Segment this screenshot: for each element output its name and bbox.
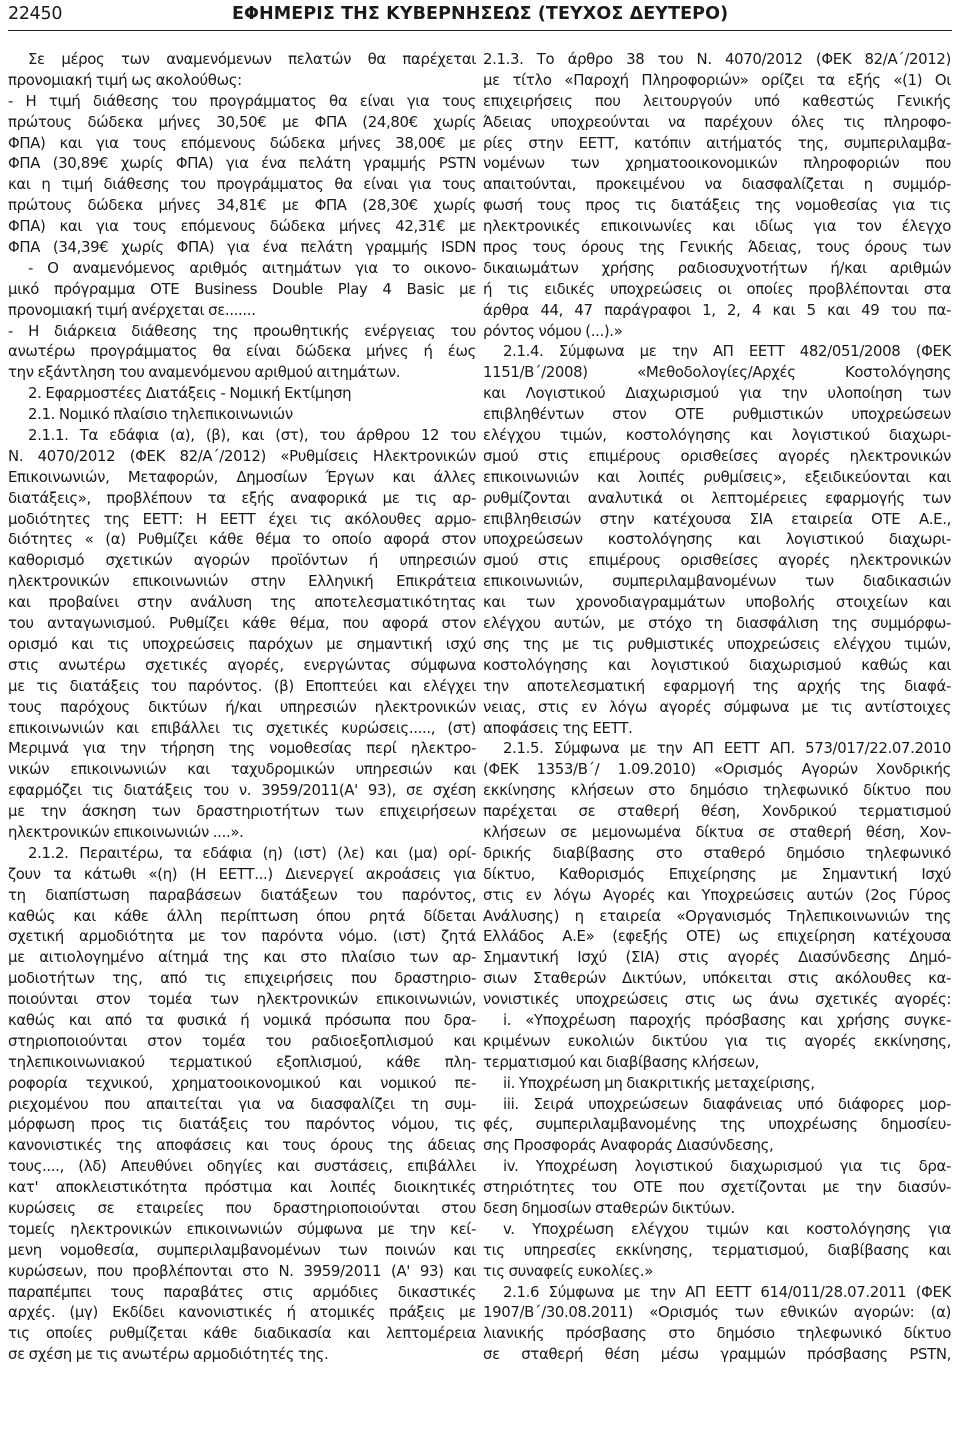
text-line: νομένων των χρηματοοικονομικών πληροφοριών που	[483, 154, 951, 173]
text-line: πρώτους δώδεκα μήνες 34,81€ με ΦΠΑ (28,30€ χωρίς	[8, 196, 476, 215]
text-line: πρώτους δώδεκα μήνες 30,50€ με ΦΠΑ (24,80€ χωρίς	[8, 112, 476, 131]
text-line: Ν. 4070/2012 (ΦΕΚ 82/Α΄/2012) «Ρυθμίσεις Ηλεκτρονικών	[8, 446, 476, 465]
text-line: διατάξεις», προβλέπουν τα εξής αναφορικά με τις αρ-	[8, 488, 476, 507]
text-line: εφαρμόζει τις διατάξεις του ν. 3959/2011(Α' 93), σε σχέση	[8, 781, 476, 800]
text-line: Μεριμνά για την τήρηση της νομοθεσίας περί ηλεκτρο-	[8, 739, 476, 758]
text-line: σμού στις επιμέρους ορισθείσες αγορές ηλεκτρονικών	[483, 551, 951, 570]
text-line: τις υπηρεσίες εκκίνησης, τερματισμού, διαβίβασης και	[483, 1240, 951, 1259]
text-line: Ελλάδος Α.Ε» (εφεξής ΟΤΕ) ως επιχείρηση κατέχουσα	[483, 927, 951, 946]
text-line: παραπέμπει τους παραβάτες στις αρμόδιες δικαστικές	[8, 1282, 476, 1301]
text-line: ορισμό και τις υποχρεώσεις παρόχων με σημαντική ισχύ	[8, 634, 476, 653]
text-line: προνομιακή τιμή ως ακολούθως:	[8, 70, 242, 89]
text-line: επικοινωνιών και επιβάλλει τις σχετικές κυρώσεις....., (στ)	[8, 718, 476, 737]
text-line: καθορισμό σχετικών αγορών προϊόντων ή υπηρεσιών	[8, 551, 476, 570]
text-line: απαιτούνται, προκειμένου να διασφαλίζεται η συμμόρ-	[483, 175, 951, 194]
text-line: τις συναφείς ευκολίες.»	[483, 1261, 654, 1280]
text-line: δικαιωμάτων χρήσης ραδιοσυχνοτήτων ή/και αριθμών	[483, 258, 951, 277]
text-line: στηριότητες του ΟΤΕ που σχετίζονται με την διασύν-	[483, 1178, 951, 1197]
text-line: - Η τιμή διάθεσης του προγράμματος θα είναι για τους	[8, 91, 476, 110]
text-line: σης της με τις ρυθμιστικές υποχρεώσεις ελέγχου τιμών,	[483, 634, 951, 653]
text-line: την αποτελεσματική εφαρμογή της αρχής της διαφά-	[483, 676, 951, 695]
text-line: επιβληθέντων στον ΟΤΕ ρυθμιστικών υποχρεώσεων	[483, 405, 951, 424]
text-line: ανωτέρω προγράμματος θα είναι δώδεκα μήνες ή έως	[8, 342, 476, 361]
text-line: στις ανωτέρω σχετικές αγορές, ενεργώντας σύμφωνα	[8, 655, 476, 674]
journal-title: ΕΦΗΜΕΡΙΣ ΤΗΣ ΚΥΒΕΡΝΗΣΕΩΣ (ΤΕΥΧΟΣ ΔΕΥΤΕΡΟ)	[232, 4, 729, 24]
text-line: και η τιμή διάθεσης του προγράμματος θα είναι για τους	[8, 175, 476, 194]
text-line: - Η διάρκεια διάθεσης της προωθητικής ενέργειας του	[8, 321, 476, 340]
text-line: 2.1.2. Περαιτέρω, τα εδάφια (η) (ιστ) (λε) και (μα) ορί-	[28, 843, 476, 862]
text-line: με την άσκηση των δραστηριοτήτων των επιχειρήσεων	[8, 802, 476, 821]
text-line: καθώς και κάθε άλλη περίπτωση όπου ρητά δίδεται	[8, 906, 476, 925]
text-line: v. Υποχρέωση ελέγχου τιμών και κοστολόγησης για	[503, 1219, 951, 1238]
text-line: του ανταγωνισμού. Ρυθμίζει κάθε θέμα, που αφορά στον	[8, 614, 476, 633]
text-line: σμού στις επιμέρους ορισθείσες αγορές ηλεκτρονικών	[483, 446, 951, 465]
text-line: και προβαίνει στην ανάλυση της αποτελεσματικότητας	[8, 593, 476, 612]
text-line: αποφάσεις της ΕΕΤΤ.	[483, 718, 633, 737]
text-line: μενη νομοθεσία, συμπεριλαμβανομένων των ποινών και	[8, 1240, 476, 1259]
text-line: φωσή τους προς τις διατάξεις της νομοθεσίας για τις	[483, 196, 951, 215]
text-line: νικών επικοινωνιών και ταχυδρομικών υπηρεσιών και	[8, 760, 476, 779]
text-line: iv. Υποχρέωση λογιστικού διαχωρισμού για τις δρα-	[503, 1157, 951, 1176]
right-column	[483, 49, 951, 1365]
text-line: την εξάντληση του αναμενόμενου αριθμού αιτημάτων.	[8, 363, 401, 382]
text-line: κυρώσεις σε εταιρείες που δραστηριοποιούνται στου	[8, 1198, 476, 1217]
text-line: υποχρεώσεων κοστολόγησης και λογιστικού διαχωρι-	[483, 530, 951, 549]
text-line: επιβληθεισών στην κατέχουσα ΣΙΑ εταιρεία ΟΤΕ Α.Ε.,	[483, 509, 951, 528]
text-line: κοστολόγησης και λογιστικού διαχωρισμού καθώς και	[483, 655, 951, 674]
text-line: ii. Υποχρέωση μη διακριτικής μεταχείρισης,	[503, 1073, 815, 1092]
text-line: τερματισμού και διαβίβασης κλήσεων,	[483, 1052, 759, 1071]
text-line: ροφορία τεχνικού, χρηματοοικονομικού και νομικού πε-	[8, 1073, 476, 1092]
text-line: ζουν τα κάτωθι «(η) (Η ΕΕΤΤ...) Διενεργεί ακροάσεις για	[8, 864, 476, 883]
text-line: ποιούνται στον τομέα των ηλεκτρονικών επικοινωνιών,	[8, 990, 476, 1009]
text-line: ρυθμίζονται αναλυτικά οι λεπτομέρειες εφαρμογής των	[483, 488, 951, 507]
text-line: Επικοινωνιών, Μεταφορών, Δημοσίων Έργων και άλλες	[8, 467, 476, 486]
text-line: ΦΠΑ) και για τους επόμενους δώδεκα μήνες 42,31€ με	[8, 217, 476, 236]
text-line: δρικής διαβίβασης στο σταθερό δημόσιο τηλεφωνικό	[483, 843, 951, 862]
text-line: εκκίνησης κλήσεων στο δημόσιο τηλεφωνικό δίκτυο που	[483, 781, 951, 800]
text-line: κριμένων ευκολιών δικτύου για τις αγορές εκκίνησης,	[483, 1031, 951, 1050]
text-line: - Ο αναμενόμενος αριθμός αιτημάτων για το οικονο-	[28, 258, 476, 277]
text-line: τη διαπίστωση παραβάσεων διατάξεων του παρόντος,	[8, 885, 476, 904]
text-line: δεση δημοσίων σταθερών δικτύων.	[483, 1198, 735, 1217]
text-line: με αιτιολογημένο αίτημά της και στο πλαίσιο των αρ-	[8, 948, 476, 967]
text-line: κανονιστικές της αποφάσεις και τους όρους της άδειας	[8, 1136, 476, 1155]
text-line: 2.1.1. Τα εδάφια (α), (β), και (στ), του άρθρου 12 του	[28, 426, 476, 445]
text-line: 2.1.3. Το άρθρο 38 του Ν. 4070/2012 (ΦΕΚ 82/Α΄/2012)	[483, 50, 951, 68]
text-line: άρθρα 44, 47 παράγραφοι 1, 2, 4 και 5 και 49 του πα-	[483, 300, 951, 319]
text-line: τηλεπικοινωνιακού τερματικού εξοπλισμού, κάθε πλη-	[8, 1052, 476, 1071]
text-line: κλήσεων σε μεμονωμένα δίκτυα σε σταθερή θέση, Χον-	[483, 822, 951, 841]
text-line: iii. Σειρά υποχρεώσεων διαφάνειας υπό διάφορες μορ-	[503, 1094, 951, 1113]
text-line: σε σταθερή θέση μέσω γραμμών πρόσβασης PSTN,	[483, 1345, 951, 1364]
text-line: τομείς ηλεκτρονικών επικοινωνιών σύμφωνα με την κεί-	[8, 1219, 476, 1238]
text-line: 2.1. Νομικό πλαίσιο τηλεπικοινωνιών	[28, 405, 293, 424]
text-line: ηλεκτρονικών επικοινωνιών στην Ελληνική Επικράτεια	[8, 572, 476, 591]
text-line: με τις διατάξεις του παρόντος. (β) Εποπτεύει και ελέγχει	[8, 676, 476, 695]
text-line: παρέχεται σε σταθερή θέση, Χονδρικού τερματισμού	[483, 802, 951, 821]
text-line: i. «Υποχρέωση παροχής πρόσβασης και χρήσης συγκε-	[503, 1010, 951, 1029]
text-line: Σε μέρος των αναμενόμενων πελατών θα παρέχεται	[28, 50, 476, 68]
text-line: κατ' αποκλειστικότητα πρόστιμα και λοιπές διοικητικές	[8, 1178, 476, 1197]
text-line: Ανάλυσης) η εταιρεία «Οργανισμός Τηλεπικοινωνιών της	[483, 906, 951, 925]
text-line: ρίες στην ΕΕΤΤ, κατόπιν αιτήματός της, συμπεριλαμβα-	[483, 133, 951, 152]
text-line: στηριοποιούνται στον τομέα του ραδιοεξοπλισμού και	[8, 1031, 476, 1050]
text-line: Σημαντική Ισχύ (ΣΙΑ) στις αγορές Διασύνδεσης Δημό-	[483, 948, 951, 967]
page-header	[0, 0, 960, 34]
text-line: 1907/Β΄/30.08.2011) «Ορισμός των εθνικών αγορών: (α)	[483, 1303, 951, 1322]
page-number: 22450	[8, 4, 63, 24]
text-line: ελέγχου τιμών, κοστολόγησης και λογιστικού διαχωρι-	[483, 426, 951, 445]
text-line: μικό πρόγραμμα ΟΤΕ Business Double Play 4 Basic με	[8, 279, 476, 298]
text-line: στις εν λόγω Αγορές και Υποχρεώσεις αυτών (2ος Γύρος	[483, 885, 951, 904]
text-line: επικοινωνιών, συμπεριλαμβανομένων των διαδικασιών	[483, 572, 951, 591]
text-line: ΦΠΑ) και για τους επόμενους δώδεκα μήνες 38,00€ με	[8, 133, 476, 152]
left-column	[8, 49, 476, 1365]
text-line: επιχειρήσεις που λειτουργούν υπό καθεστώς Γενικής	[483, 91, 951, 110]
text-line: σχετική αρμοδιότητα με τον παρόντα νόμο. (ιστ) ζητά	[8, 927, 476, 946]
text-line: μοδιότητες της ΕΕΤΤ: Η ΕΕΤΤ έχει τις ακόλουθες αρμο-	[8, 509, 476, 528]
text-line: ρόντος νόμου (...).»	[483, 321, 623, 340]
text-line: μόρφωση προς τις διατάξεις του παρόντος νόμου, τις	[8, 1115, 476, 1134]
text-line: προς τους όρους της Γενικής Άδειας, τους όρους των	[483, 238, 951, 257]
text-line: Άδειας υποχρεούνται να παρέχουν όλες τις πληροφο-	[483, 112, 951, 131]
text-line: σιων Σταθερών Δικτύων, υπόκειται στις ακόλουθες κα-	[483, 969, 951, 988]
text-line: σε σχέση με τις ανωτέρω αρμοδιότητές της.	[8, 1345, 329, 1364]
text-line: τους παρόχους δικτύων ή/και υπηρεσιών ηλεκτρονικών	[8, 697, 476, 716]
text-line: 2.1.5. Σύμφωνα με την ΑΠ ΕΕΤΤ ΑΠ. 573/017/22.07.2010	[503, 739, 951, 758]
text-line: προνομιακή τιμή ανέρχεται σε.......	[8, 300, 256, 319]
text-line: και Λογιστικού Διαχωρισμού για την υλοποίηση των	[483, 384, 951, 403]
text-line: φές, συμπεριλαμβανομένης της υποχρέωσης δημοσίευ-	[483, 1115, 951, 1134]
text-line: ελέγχου αυτών, με στόχο τη διασφάλιση της συμμόρφω-	[483, 614, 951, 633]
text-line: κυρώσεων, που προβλέπονται στο Ν. 3959/2011 (Α' 93) και	[8, 1261, 476, 1280]
text-line: (ΦΕΚ 1353/Β΄/ 1.09.2010) «Ορισμός Αγορών Χονδρικής	[483, 760, 951, 779]
text-line: και των χρονοδιαγραμμάτων υποβολής στοιχείων και	[483, 593, 951, 612]
text-line: μοδιοτήτων της, από τις επιχειρήσεις που δραστηριο-	[8, 969, 476, 988]
text-line: ηλεκτρονικές επικοινωνίες και ιδίως για τον έλεγχο	[483, 217, 951, 236]
text-line: 1151/Β΄/2008) «Μεθοδολογίες/Αρχές Κοστολόγησης	[483, 363, 951, 382]
text-line: 2. Εφαρμοστέες Διατάξεις - Νομική Εκτίμηση	[28, 384, 352, 403]
text-line: 2.1.6 Σύμφωνα με την ΑΠ ΕΕΤΤ 614/011/28.07.2011 (ΦΕΚ	[503, 1282, 951, 1301]
text-line: ριεχομένου που απαιτείται για να διασφαλίζει τη συμ-	[8, 1094, 476, 1113]
text-line: καθώς και από τα φυσικά ή νομικά πρόσωπα που δρα-	[8, 1010, 476, 1029]
text-line: ΦΠΑ (30,89€ χωρίς ΦΠΑ) για ένα πελάτη γραμμής PSTN	[8, 154, 476, 173]
header-rule	[8, 30, 952, 31]
text-line: σης Προσφοράς Αναφοράς Διασύνδεσης,	[483, 1136, 774, 1155]
text-line: διότητες « (α) Ρυθμίζει κάθε θέμα το οποίο αφορά στον	[8, 530, 476, 549]
text-line: με τίτλο «Παροχή Πληροφοριών» ορίζει τα εξής «(1) Οι	[483, 70, 951, 89]
text-line: επικοινωνιών και λοιπές ρυθμίσεις», εξειδικεύονται και	[483, 467, 951, 486]
text-line: νειας, στις εν λόγω αγορές σύμφωνα με τις αντίστοιχες	[483, 697, 951, 716]
text-line: δίκτυο, Καθορισμός Επιχείρησης με Σημαντική Ισχύ	[483, 864, 951, 883]
text-line: ηλεκτρονικών επικοινωνιών ....».	[8, 822, 244, 841]
text-line: ή τις ειδικές υποχρεώσεις οι οποίες προβλέπονται στα	[483, 279, 951, 298]
text-line: λιανικής πρόσβασης στο δημόσιο τηλεφωνικό δίκτυο	[483, 1324, 951, 1343]
text-line: τις οποίες ρυθμίζεται κάθε διαδικασία και λεπτομέρεια	[8, 1324, 476, 1343]
text-line: τους...., (λδ) Απευθύνει οδηγίες και συστάσεις, επιβάλλει	[8, 1157, 476, 1176]
text-line: 2.1.4. Σύμφωνα με την ΑΠ ΕΕΤΤ 482/051/2008 (ΦΕΚ	[503, 342, 951, 361]
text-line: νονιστικές υποχρεώσεις στις ως άνω σχετικές αγορές:	[483, 990, 951, 1009]
text-line: αρχές. (μγ) Εκδίδει κανονιστικές ή ατομικές πράξεις με	[8, 1303, 476, 1322]
text-line: ΦΠΑ (34,39€ χωρίς ΦΠΑ) για ένα πελάτη γραμμής ISDN	[8, 238, 476, 257]
